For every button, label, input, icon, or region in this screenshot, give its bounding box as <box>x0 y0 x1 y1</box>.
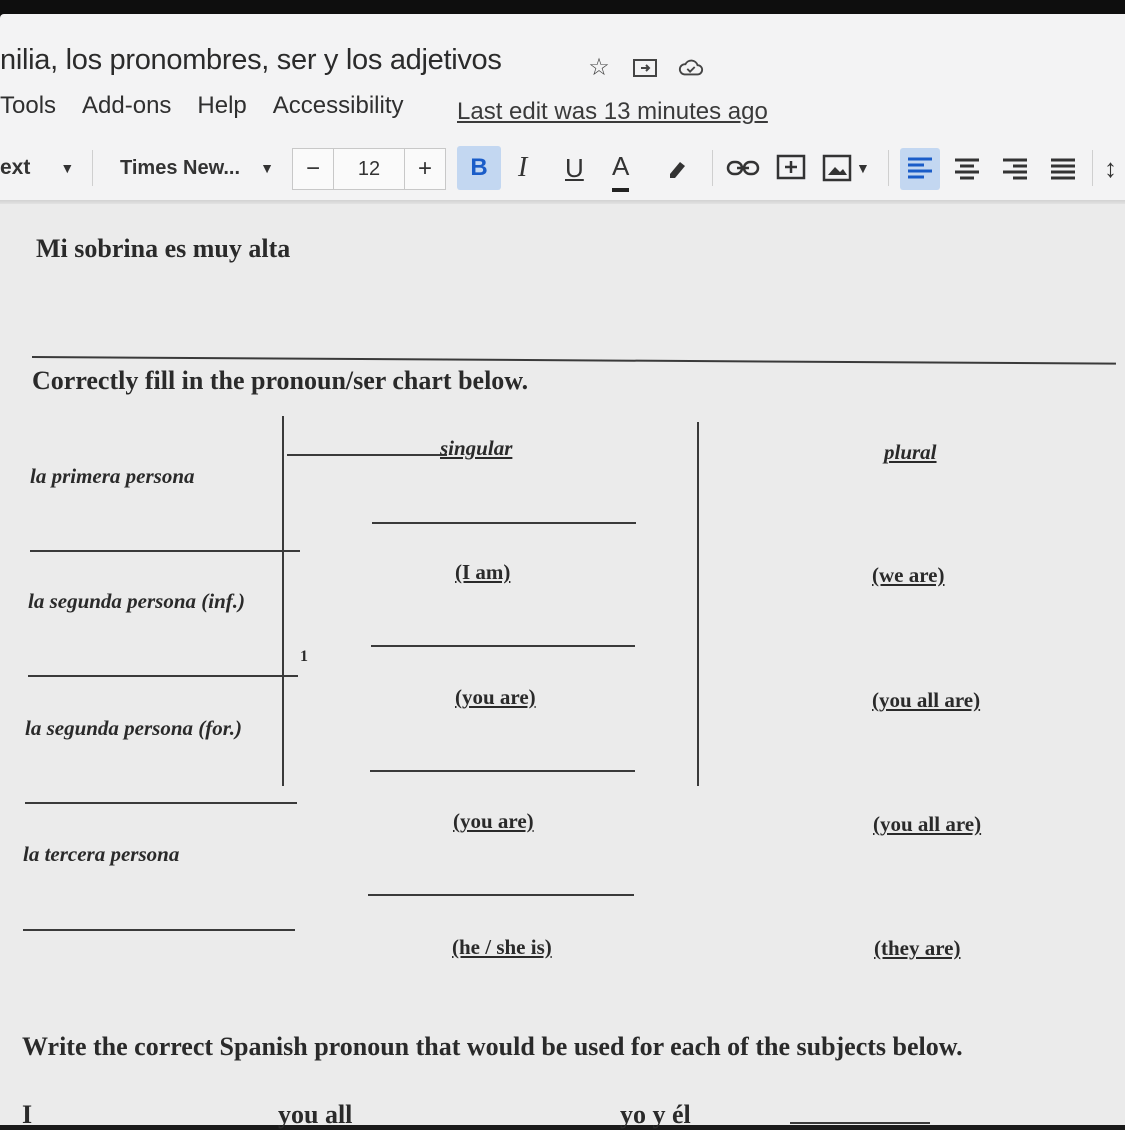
font-size-input[interactable]: 12 <box>333 149 405 189</box>
row-label-first-person: la primera persona <box>30 464 195 488</box>
text-color-button[interactable]: A <box>612 144 629 192</box>
insert-image-icon[interactable] <box>822 144 870 192</box>
menu-help[interactable]: Help <box>197 92 247 119</box>
style-select-label: ext <box>0 156 31 179</box>
singular-header-line <box>287 454 447 456</box>
menu-accessibility[interactable]: Accessibility <box>272 92 404 119</box>
cue-singular-first: (I am) <box>455 560 511 584</box>
star-icon[interactable]: ☆ <box>588 53 610 81</box>
answer-blank-line[interactable] <box>372 522 636 524</box>
pronoun-instruction: Write the correct Spanish pronoun that would be used for each of the subjects below. <box>22 1032 963 1061</box>
answer-blank-line[interactable] <box>371 645 635 647</box>
document-page[interactable] <box>0 204 1125 1129</box>
cue-plural-second-formal: (you all are) <box>873 812 982 836</box>
chart-instruction: Correctly fill in the pronoun/ser chart below. <box>32 366 529 395</box>
align-right-icon[interactable] <box>1000 144 1030 192</box>
row-label-second-person-formal: la segunda persona (for.) <box>25 716 243 740</box>
chevron-down-icon: ▼ <box>60 160 75 176</box>
row-separator-line <box>25 802 297 804</box>
column-header-plural: plural <box>884 440 937 464</box>
italic-button[interactable]: I <box>518 152 528 183</box>
editor-chrome <box>0 14 1125 204</box>
column-header-singular: singular <box>440 436 513 460</box>
style-select[interactable] <box>0 144 74 192</box>
toolbar-divider <box>888 150 889 186</box>
row-separator-line <box>23 929 295 931</box>
answer-blank-line[interactable] <box>368 894 634 896</box>
cue-singular-third: (he / she is) <box>452 935 552 959</box>
cue-plural-first: (we are) <box>872 563 945 587</box>
underline-button[interactable]: U <box>565 152 584 183</box>
subject-item: yo y él <box>620 1100 691 1129</box>
chart-vertical-line <box>282 416 284 786</box>
menu-tools[interactable]: Tools <box>0 92 57 119</box>
menu-bar <box>0 92 429 120</box>
subject-item: I <box>22 1100 33 1129</box>
increase-font-size-button[interactable]: + <box>417 155 432 182</box>
row-label-second-person-informal: la segunda persona (inf.) <box>28 589 246 613</box>
toolbar-divider <box>1092 150 1093 186</box>
row-separator-line <box>30 550 300 552</box>
cue-plural-third: (they are) <box>874 936 961 960</box>
divider-line <box>32 356 1116 364</box>
move-to-folder-icon[interactable] <box>632 54 658 80</box>
subject-item: you all <box>278 1100 353 1129</box>
font-select[interactable] <box>120 144 274 192</box>
toolbar-divider <box>712 150 713 186</box>
align-left-button[interactable] <box>900 148 940 190</box>
insert-comment-icon[interactable] <box>776 144 806 192</box>
toolbar-divider <box>92 150 93 186</box>
page-marker: 1 <box>300 648 308 665</box>
answer-blank-line[interactable] <box>790 1122 930 1124</box>
cue-singular-second-informal: (you are) <box>455 685 536 709</box>
chevron-down-icon: ▼ <box>260 160 274 176</box>
cue-singular-second-formal: (you are) <box>453 809 534 833</box>
formatting-toolbar <box>0 144 1125 204</box>
link-icon[interactable] <box>726 144 760 192</box>
line-spacing-icon[interactable]: ↕ <box>1104 152 1117 183</box>
answer-blank-line[interactable] <box>370 770 635 772</box>
cue-plural-second-informal: (you all are) <box>872 688 981 712</box>
align-center-icon[interactable] <box>952 144 982 192</box>
sentence-text: Mi sobrina es muy alta <box>36 234 291 263</box>
menu-add-ons[interactable]: Add-ons <box>82 92 172 119</box>
chart-vertical-line <box>697 422 699 786</box>
bold-button[interactable]: B <box>457 146 501 190</box>
last-edit-link[interactable]: Last edit was 13 minutes ago <box>457 98 768 125</box>
font-select-label: Times New... <box>120 156 241 179</box>
font-size-control <box>292 148 446 190</box>
cloud-saved-icon[interactable] <box>678 54 704 80</box>
highlight-pen-icon[interactable] <box>664 144 692 192</box>
decrease-font-size-button[interactable]: − <box>305 155 320 182</box>
document-title[interactable]: nilia, los pronombres, ser y los adjetivos <box>0 44 502 76</box>
justify-icon[interactable] <box>1048 144 1078 192</box>
title-icons <box>586 54 704 80</box>
row-separator-line <box>28 675 298 677</box>
chevron-down-icon: ▼ <box>856 160 870 176</box>
row-label-third-person: la tercera persona <box>23 842 180 866</box>
